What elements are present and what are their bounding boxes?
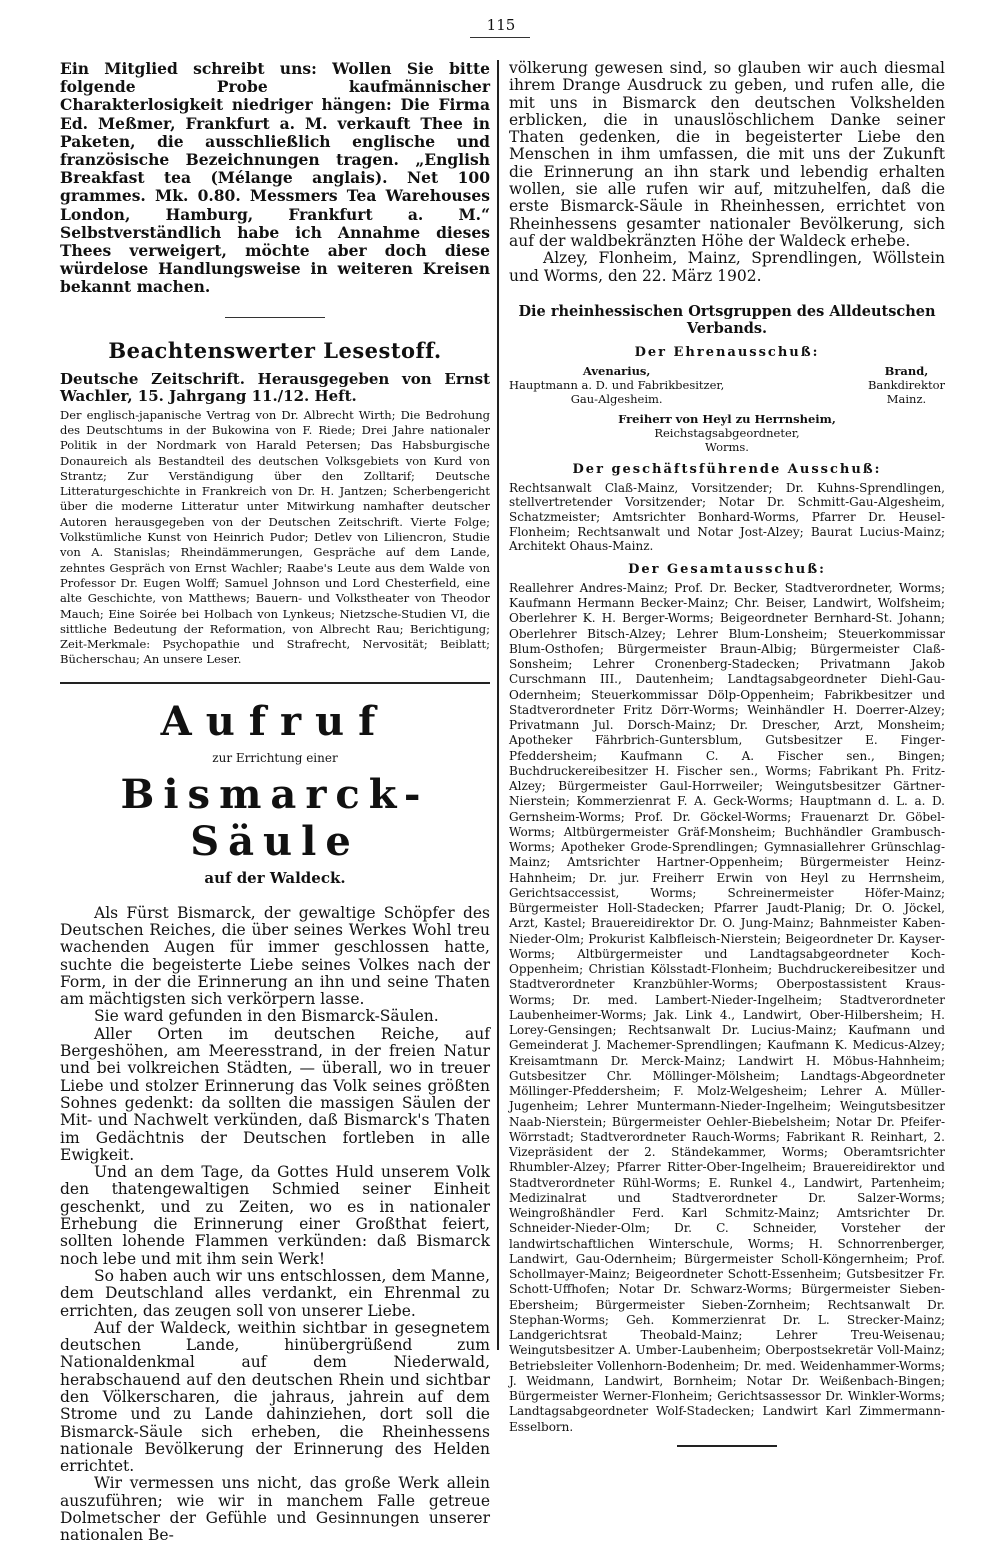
appeal-paragraph: Auf der Waldeck, weithin sichtbar in gesegnetem deutschen Lande, hinübergrüßend zum Nationaldenkmal auf dem Niederwald, herabschauend auf den deutschen Rhein und sichtbar den Völkerscharen, die jahraus, jahrein auf dem Strome und zu Lande dahinziehen, dort soll die Bismarck-Säule sich erheben, die Rheinhessens nationale Bevölkerung der Erinnerung des Helden errichtet. (60, 1318, 490, 1476)
page-number-rule (470, 37, 530, 38)
places-date: Alzey, Flonheim, Mainz, Sprendlingen, Wöllstein und Worms, den 22. März 1902. (509, 249, 945, 285)
end-rule (677, 1445, 777, 1447)
honorary-member (509, 364, 724, 406)
column-divider (497, 60, 499, 1350)
left-column (60, 60, 490, 1545)
reading-heading: Beachtenswerter Lesestoff. (108, 337, 442, 363)
executive-committee-heading: Der geschäftsführende Ausschuß: (572, 461, 882, 477)
honorary-member-place: Mainz. (886, 391, 927, 406)
full-committee-heading: Der Gesamtausschuß: (628, 561, 826, 577)
executive-committee-members: Rechtsanwalt Claß-Mainz, Vorsitzender; Dr. Kuhns-Sprendlingen, stellvertretender Vorsitzender; Notar Dr. Schmitt-Gau-Algesheim, Schatzmeister; Amtsrichter Bonhard-Worms, Pfarrer Dr. Heusel-Flonheim; Rechtsanwalt und Notar Jost-Alzey; Baurat Lucius-Mainz; Architekt Ohaus-Mainz. (509, 480, 945, 554)
section-separator (60, 682, 490, 684)
appeal-place: auf der Waldeck. (204, 868, 346, 887)
appeal-paragraph: Sie ward gefunden in den Bismarck-Säulen. (94, 1007, 439, 1026)
journal-contents: Der englisch-japanische Vertrag von Dr. Albrecht Wirth; Die Bedrohung des Deutschtums in der Bukowina von F. Riede; Drei Jahre nationaler Politik in der Nordmark von Harald Petersen; Das Habsburgische Donaureich als Bestandteil des deutschen Volksgebiets von Kurd von Strantz; Zur Verständigung über den Zolltarif; Deutsche Litteraturgeschichte in Frankreich von Dr. H. Jantzen; Scherbengericht über die moderne Litteratur unter Mitwirkung namhafter deutscher Autoren herausgegeben von der Deutschen Zeitschrift. Vierte Folge; Volkstümliche Kunst von Heinrich Pudor; Detlev von Liliencron, Studie von A. Stanislas; Rheindämmerungen, Gespräche auf dem Lande, zehntes Gespräch von Ernst Wachler; Raabe's Leute aus dem Walde von Professor Dr. Eugen Wolff; Samuel Johnson und Lord Chesterfield, eine alte Geschichte, von Matthews; Bauern- und Volkstheater von Theodor Mauch; Eine Soirée bei Holbach von Lynkeus; Nietzsche-Studien VI, die sittliche Bedeutung der Reformation, von Albrecht Rau; Berichtigung; Zeit-Merkmale: Psychopathie und Strafrecht, Nervosität; Beiblatt; Bücherschau; An unsere Leser. (60, 407, 490, 667)
appeal-paragraph: Aller Orten im deutschen Reiche, auf Bergeshöhen, am Meeresstrand, in der freien Natur und bei volkreichen Städten, — überall, wo in treuer Liebe und stolzer Erinnerung das Volk seines größten Sohnes gedenkt: da sollten die massigen Säulen der Mit- und Nachwelt verkünden, daß Bismarck's Thaten im Gedächtnis der Deutschen fortleben in alle Ewigkeit. (60, 1024, 490, 1164)
honorary-members (509, 364, 945, 406)
appeal-paragraph: So haben auch wir uns entschlossen, dem Manne, dem Deutschland alles verdankt, ein Ehrenmal zu errichten, das zeugen soll von unserer Liebe. (60, 1266, 490, 1320)
honorary-member-place: Gau-Algesheim. (570, 391, 663, 406)
appeal-continuation: völkerung gewesen sind, so glauben wir auch diesmal ihrem Drange Ausdruck zu geben, und rufen alle, die mit uns in Bismarck den deutschen Volkshelden erblicken, die in unauslöschlichem Danke seiner Thaten gedenken, die in begeisterter Liebe den Menschen in ihm umfassen, die mit uns der Zukunft die Erinnerung an ihn stark und lebendig erhalten wollen, sie alle rufen wir auf, mitzuhelfen, daß die erste Bismarck-Säule in Rheinhessen, errichtet von Rheinhessens gesamter nationaler Bevölkerung, sich auf der waldbekränzten Höhe der Waldeck erhebe. (509, 59, 945, 250)
honorary-member-center (509, 412, 945, 454)
page-number: 115 (486, 16, 516, 34)
member-letter: Ein Mitglied schreibt uns: Wollen Sie bitte folgende Probe kaufmännischer Charakterlosigkeit niedriger hängen: Die Firma Ed. Meßmer, Frankfurt a. M. verkauft Thee in Paketen, die ausschließlich englische und französische Bezeichnungen tragen. „English Breakfast tea (Mélange anglais). Net 100 grammes. Mk. 0.80. Messmers Tea Warehouses London, Hamburg, Frankfurt a. M.“ Selbstverständlich habe ich Annahme dieses Thees verweigert, möchte aber doch diese würdelose Handlungsweise in weiteren Kreisen bekannt machen. (60, 59, 490, 297)
honorary-member-role: Bankdirektor (867, 377, 945, 392)
appeal-subtitle: zur Errichtung einer (212, 750, 338, 765)
honorary-member-role: Reichstagsabgeordneter, (654, 425, 800, 440)
appeal-paragraph: Wir vermessen uns nicht, das große Werk allein auszuführen; wie wir in manchem Falle getreue Dolmetscher der Gefühle und Gesinnungen unserer nationalen Be- (60, 1474, 490, 1545)
honorary-committee-heading: Der Ehrenausschuß: (634, 344, 820, 360)
honorary-member-name: Freiherr von Heyl zu Herrnsheim, (618, 411, 836, 426)
appeal-title: Aufruf (160, 697, 390, 745)
right-column (509, 60, 945, 1447)
organisation-heading: Die rheinhessischen Ortsgruppen des Alldeutschen Verbands. (518, 302, 936, 337)
honorary-member-role: Hauptmann a. D. und Fabrikbesitzer, (509, 377, 725, 392)
honorary-member-place: Worms. (705, 439, 749, 454)
short-separator (225, 317, 325, 318)
full-committee-members: Reallehrer Andres-Mainz; Prof. Dr. Becker, Stadtverordneter, Worms; Kaufmann Hermann Becker-Mainz; Chr. Beiser, Landwirt, Wolfsheim; Oberlehrer K. H. Berger-Worms; Beigeordneter Bernhard-St. Johann; Oberlehrer Bitsch-Alzey; Lehrer Blum-Lonsheim; Steuerkommissar Blum-Osthofen; Bürgermeister Braun-Albig; Bürgermeister Claß-Sonsheim; Lehrer Cronenberg-Stadecken; Privatmann Jakob Curschmann III., Dautenheim; Landtagsabgeordneter Diehl-Gau-Odernheim; Steuerkommissar Dölp-Oppenheim; Fabrikbesitzer und Stadtverordneter Fritz Dörr-Worms; Weinhändler H. Doerrer-Alzey; Privatmann Jul. Dorsch-Mainz; Dr. Drescher, Arzt, Monsheim; Apotheker Fährbrich-Guntersblum, Gutsbesitzer E. Finger-Pfeddersheim; Kaufmann C. A. Fischer sen., Bingen; Buchdruckereibesitzer H. Fischer sen., Worms; Fabrikant Ph. Fritz-Alzey; Bürgermeister Gaul-Horrweiler; Weingutsbesitzer Gärtner-Nierstein; Kommerzienrat F. A. Geck-Worms; Hauptmann d. L. a. D. Gernsheim-Worms; Prof. Dr. Göckel-Worms; Frauenarzt Dr. Göbel-Worms; Altbürgermeister Gräf-Monsheim; Buchhändler Grambusch-Worms; Apotheker Grode-Sprendlingen; Gymnasiallehrer Grünschlag-Mainz; Amtsrichter Hartner-Oppenheim; Bürgermeister Heinz-Hahnheim; Dr. jur. Freiherr Erwin von Heyl zu Herrnsheim, Gerichtsaccessist, Worms; Schreinermeister Höfer-Mainz; Bürgermeister Holl-Stadecken; Pfarrer Jaudt-Planig; Dr. O. Jöckel, Arzt, Kastel; Brauereidirektor Dr. O. Jung-Mainz; Bahnmeister Kaben-Nieder-Olm; Prokurist Kalbfleisch-Nierstein; Beigeordneter Dr. Kayser-Worms; Altbürgermeister und Landtagsabgeordneter Koch-Oppenheim; Christian Kölsstadt-Flonheim; Buchdruckereibesitzer und Stadtverordneter Kranzbühler-Worms; Oberpostassistent Kraus-Worms; Dr. med. Lambert-Nieder-Ingelheim; Stadtverordneter Laubenheimer-Worms; Jak. Link 4., Landwirt, Ober-Hilbersheim; H. Lorey-Gensingen; Rechtsanwalt Dr. Lucius-Mainz; Kaufmann und Gemeinderat J. Machemer-Sprendlingen; Kaufmann K. Medicus-Alzey; Kreisamtmann Dr. Merck-Mainz; Landwirt H. Möbus-Hahnheim; Gutsbesitzer Chr. Möllinger-Mölsheim; Landtags-Abgeordneter Möllinger-Pfeddersheim; F. Molz-Welgesheim; Lehrer A. Müller-Jugenheim; Lehrer Muntermann-Nieder-Ingelheim; Weingutsbesitzer Naab-Nierstein; Bürgermeister Oehler-Biebelsheim; Notar Dr. Pfeifer-Wörrstadt; Stadtverordneter Rauch-Worms; Fabrikant R. Reinhart, 2. Vizepräsident der 2. Ständekammer, Worms; Oberamtsrichter Rhumbler-Alzey; Pfarrer Ritter-Ober-Ingelheim; Brauereidirektor und Stadtverordneter Rühl-Worms; E. Runkel 4., Landwirt, Partenheim; Medizinalrat und Stadtverordneter Dr. Salzer-Worms; Weingroßhändler Ferd. Karl Schmitz-Mainz; Amtsrichter Dr. Schneider-Nieder-Olm; Dr. C. Schneider, Vorsteher der landwirtschaftlichen Winterschule, Worms; H. Schnorrenberger, Landwirt, Gau-Odernheim; Bürgermeister Scholl-Köngernheim; Prof. Schollmayer-Mainz; Beigeordneter Schott-Essenheim; Gutsbesitzer Fr. Schott-Uffhofen; Notar Dr. Schwarz-Worms; Bürgermeister Sieben-Ebersheim; Bürgermeister Sieben-Zornheim; Rechtsanwalt Dr. Stephan-Worms; Geh. Kommerzienrat Dr. L. Strecker-Mainz; Landgerichtsrat Theobald-Mainz; Lehrer Treu-Weisenau; Weingutsbesitzer A. Umber-Laubenheim; Oberpostsekretär Voll-Mainz; Betriebsleiter Vollenhorn-Bodenheim; Dr. med. Weidenhammer-Worms; J. Weidmann, Landwirt, Bornheim; Notar Dr. Weißenbach-Bingen; Bürgermeister Werner-Flonheim; Gerichtsassessor Dr. Winkler-Worms; Landtagsabgeordneter Wolf-Stadecken; Landwirt Karl Zimmermann-Esselborn. (509, 580, 945, 1434)
appeal-paragraph: Als Fürst Bismarck, der gewaltige Schöpfer des Deutschen Reiches, die über seines Werkes Wohl treu wachenden Augen für immer geschlossen hatte, suchte die begeisterte Liebe seines Volkes nach der Form, in der die Erinnerung an ihn und seine Thaten am mächtigsten sich verkörpern lasse. (60, 903, 490, 1009)
honorary-member-name: Brand, (884, 363, 929, 378)
honorary-member (868, 364, 945, 406)
honorary-member-name: Avenarius, (582, 363, 651, 378)
appeal-paragraph: Und an dem Tage, da Gottes Huld unserem Volk den thatengewaltigen Schmied seiner Einheit geschenkt, und zu Zeiten, wo es in nationaler Erhebung die Erinnerung einer Großthat feiert, sollten lohende Flammen verkünden: daß Bismarck noch lebe und mit ihm sein Werk! (60, 1163, 490, 1268)
appeal-name: Bismarck-Säule (120, 770, 430, 865)
journal-title: Deutsche Zeitschrift. Herausgegeben von Ernst Wachler, 15. Jahrgang 11./12. Heft. (60, 369, 490, 406)
